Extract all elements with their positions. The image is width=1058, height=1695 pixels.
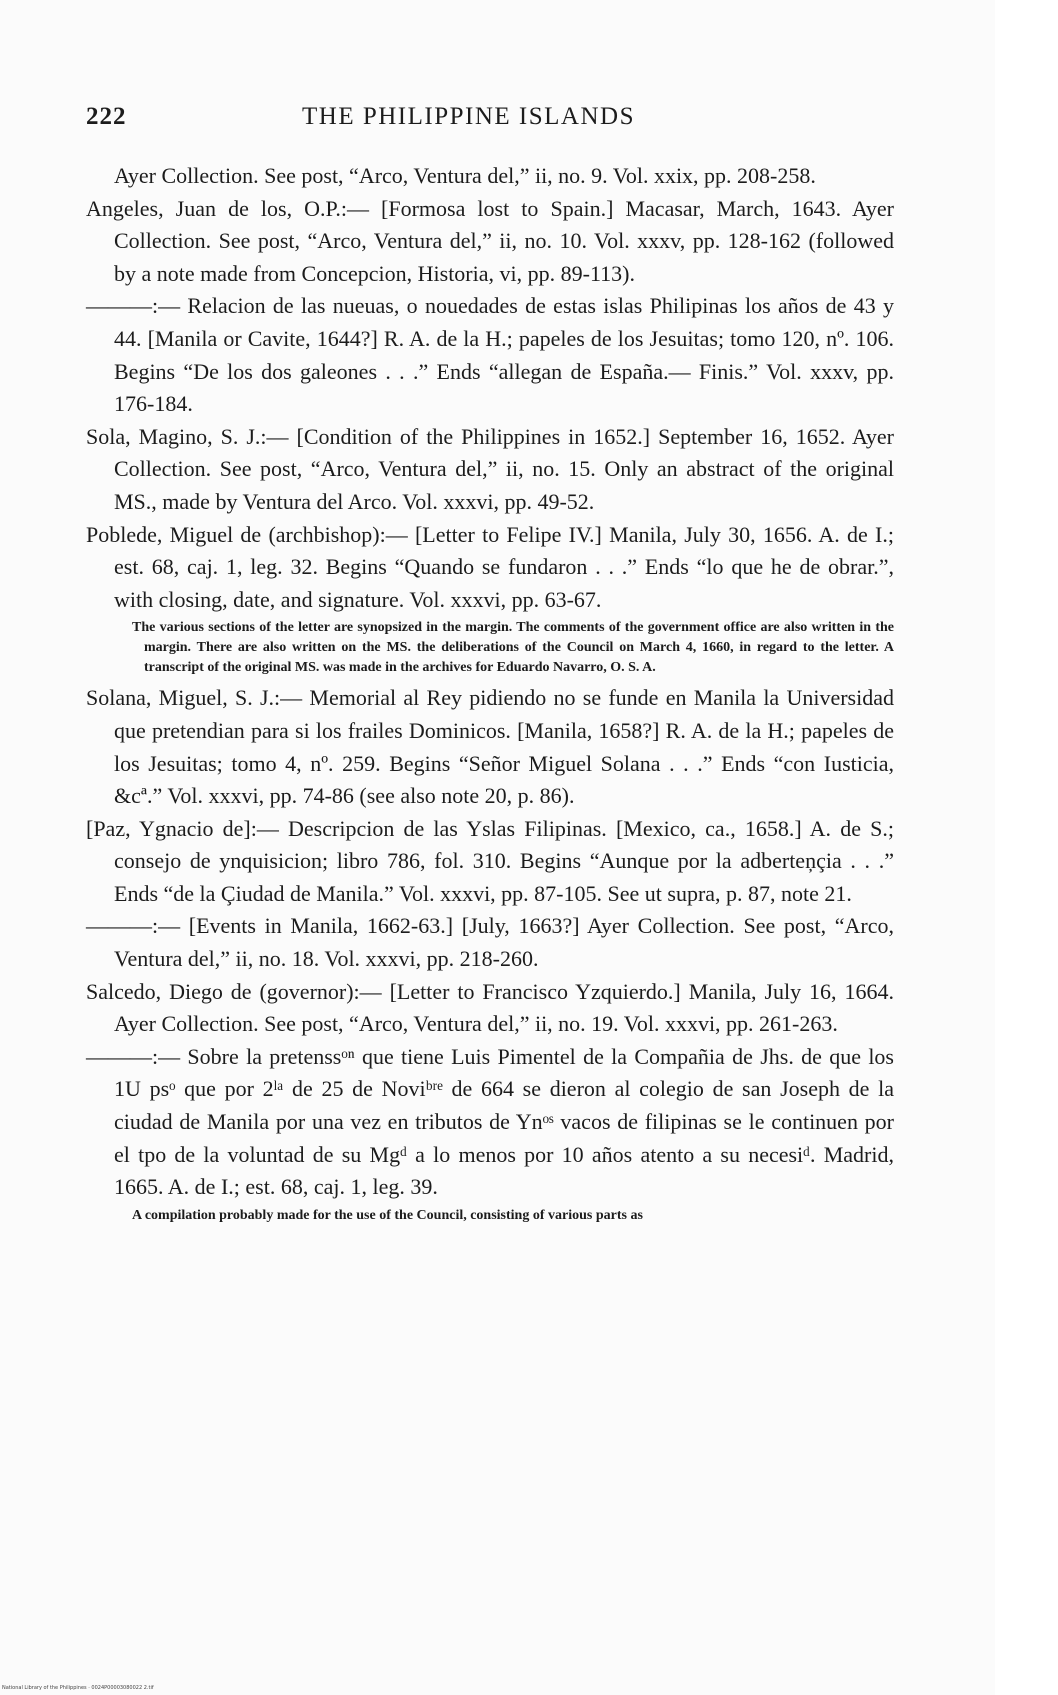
entry-continuation: Ayer Collection. See post, “Arco, Ventura del,” ii, no. 9. Vol. xxix, pp. 208-258. bbox=[114, 163, 816, 188]
entry-events-manila: ———:— [Events in Manila, 1662-63.] [July, 1663?] Ayer Collection. See post, “Arco, Ventura del,” ii, no. 18. Vol. xxxvi, pp. 218-260. bbox=[86, 913, 894, 972]
scan-footer: National Library of the Philippines · 0024P00003080022 2.tif bbox=[2, 1685, 154, 1691]
entry-relacion: ———:— Relacion de las nueuas, o nouedades de estas islas Philipinas los años de 43 y 44. [Manila or Cavite, 1644?] R. A. de la H.; papeles de los Jesuitas; tomo 120, nº. 106. Begins “De los dos galeones . . .” Ends “allegan de España.— Finis.” Vol. xxxv, pp. 176-184. bbox=[86, 293, 894, 417]
running-title: THE PHILIPPINE ISLANDS bbox=[302, 103, 635, 130]
entry-angeles: Angeles, Juan de los, O.P.:— [Formosa lost to Spain.] Macasar, March, 1643. Ayer Collection. See post, “Arco, Ventura del,” ii, no. 10. Vol. xxxv, pp. 128-162 (followed by a note made from Concepcion, Historia, vi, pp. 89-113). bbox=[86, 195, 894, 286]
bibliography-body bbox=[86, 160, 894, 1230]
note-compilation: A compilation probably made for the use of the Council, consisting of various parts as bbox=[132, 1207, 643, 1223]
entry-salcedo: Salcedo, Diego de (governor):— [Letter to Francisco Yzquierdo.] Manila, July 16, 1664. Ayer Collection. See post, “Arco, Ventura del,” ii, no. 19. Vol. xxxvi, pp. 261-263. bbox=[86, 978, 894, 1037]
entry-paz: [Paz, Ygnacio de]:— Descripcion de las Yslas Filipinas. [Mexico, ca., 1658.] A. de S.; consejo de ynquisicion; libro 786, fol. 310. Begins “Aunque por la adberteņçia . . .” Ends “de la Çiudad de Manila.” Vol. xxxvi, pp. 87-105. See ut supra, p. 87, note 21. bbox=[86, 815, 894, 906]
entry-pretension: ———:— Sobre la pretenssᵒⁿ que tiene Luis Pimentel de la Compañia de Jhs. de que los 1U psᵒ que por 2ˡᵃ de 25 de Noviᵇʳᵉ de 664 se dieron al colegio de san Joseph de la ciudad de Manila por una vez en tributos de Ynᵒˢ vacos de filipinas se le continuen por el tpo de la voluntad de su Mgᵈ a lo menos por 10 años atento a su necesiᵈ. Madrid, 1665. A. de I.; est. 68, caj. 1, leg. 39. bbox=[86, 1043, 894, 1200]
note-poblede: The various sections of the letter are synopsized in the margin. The comments of the government office are also written in the margin. There are also written on the MS. the deliberations of the Council on March 4, 1660, in regard to the letter. A transcript of the original MS. was made in the archives for Eduardo Navarro, O. S. A. bbox=[132, 620, 894, 676]
entry-sola: Sola, Magino, S. J.:— [Condition of the Philippines in 1652.] September 16, 1652. Ayer Collection. See post, “Arco, Ventura del,” ii, no. 15. Only an abstract of the original MS., made by Ventura del Arco. Vol. xxxvi, pp. 49-52. bbox=[86, 423, 894, 514]
page-number: 222 bbox=[86, 103, 127, 130]
entry-poblede: Poblede, Miguel de (archbishop):— [Letter to Felipe IV.] Manila, July 30, 1656. A. de I.; est. 68, caj. 1, leg. 32. Begins “Quando se fundaron . . .” Ends “lo que he de obrar.”, with closing, date, and signature. Vol. xxxvi, pp. 63-67. bbox=[86, 521, 894, 612]
entry-solana: Solana, Miguel, S. J.:— Memorial al Rey pidiendo no se funde en Manila la Universidad que pretendian para si los frailes Dominicos. [Manila, 1658?] R. A. de la H.; papeles de los Jesuitas; tomo 4, nº. 259. Begins “Señor Miguel Solana . . .” Ends “con Iusticia, &cª.” Vol. xxxvi, pp. 74-86 (see also note 20, p. 86). bbox=[86, 685, 894, 809]
scan-margin bbox=[995, 0, 1058, 1695]
